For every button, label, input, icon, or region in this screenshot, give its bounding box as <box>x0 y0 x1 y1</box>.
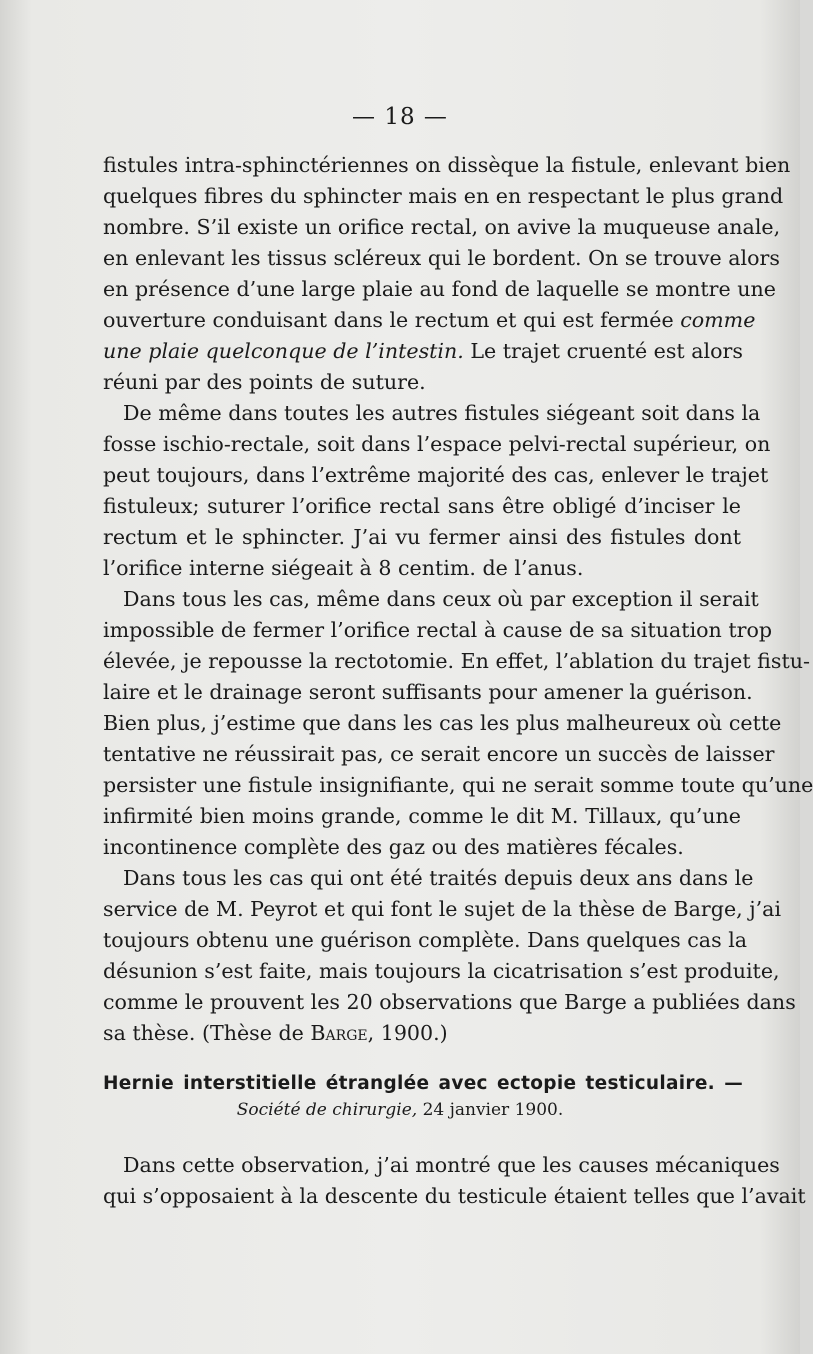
body-text-continued <box>103 1150 806 1212</box>
text-line <box>103 1018 741 1049</box>
text-run: ouverture conduisant dans le rectum et qui est fermée <box>103 308 674 332</box>
italic-text: une plaie quelconque de l’intestin. <box>103 339 464 363</box>
text-line: en présence d’une large plaie au fond de laquelle se montre une <box>103 277 776 301</box>
publication-date: 24 janvier 1900. <box>422 1100 564 1120</box>
text-line: infirmité bien moins grande, comme le dit M. Tillaux, qu’une <box>103 804 741 828</box>
text-line: l’orifice interne siégeait à 8 centim. de l’anus. <box>103 556 584 580</box>
text-run: sa thèse. (Thèse de <box>103 1021 304 1045</box>
text-line: quelques fibres du sphincter mais en en respectant le plus grand <box>103 184 784 208</box>
text-line: rectum et le sphincter. J’ai vu fermer ainsi des fistules dont <box>103 525 741 549</box>
section-heading: Hernie interstitielle étranglée avec ectopie testiculaire. — <box>103 1073 743 1094</box>
text-line: nombre. S’il existe un orifice rectal, on avive la muqueuse anale, <box>103 215 781 239</box>
text-line: Dans tous les cas, même dans ceux où par exception il serait <box>123 587 759 611</box>
text-line: Dans tous les cas qui ont été traités depuis deux ans dans le <box>123 866 754 890</box>
text-line: peut toujours, dans l’extrême majorité des cas, enlever le trajet <box>103 463 769 487</box>
author-name: Barge <box>310 1021 368 1045</box>
text-line: tentative ne réussirait pas, ce serait encore un succès de laisser <box>103 742 775 766</box>
text-line <box>103 336 741 367</box>
text-line: élevée, je repousse la rectotomie. En effet, l’ablation du trajet fistu- <box>103 649 810 673</box>
text-line: laire et le drainage seront suffisants pour amener la guérison. <box>103 680 753 704</box>
text-line: incontinence complète des gaz ou des matières fécales. <box>103 835 684 859</box>
text-line: qui s’opposaient à la descente du testicule étaient telles que l’avait <box>103 1184 806 1208</box>
text-line: Dans cette observation, j’ai montré que les causes mécaniques <box>123 1153 780 1177</box>
text-run: Le trajet cruenté est alors <box>470 339 743 363</box>
section-subheading <box>0 1097 800 1123</box>
text-line: toujours obtenu une guérison complète. Dans quelques cas la <box>103 928 748 952</box>
text-line: comme le prouvent les 20 observations que Barge a publiées dans <box>103 990 796 1014</box>
text-line: réuni par des points de suture. <box>103 370 426 394</box>
text-line: persister une fistule insignifiante, qui ne serait somme toute qu’une <box>103 773 813 797</box>
text-line <box>103 305 756 336</box>
text-line: désunion s’est faite, mais toujours la cicatrisation s’est produite, <box>103 959 780 983</box>
body-text <box>103 150 813 1049</box>
text-line: en enlevant les tissus scléreux qui le bordent. On se trouve alors <box>103 246 780 270</box>
text-line: fistules intra-sphinctériennes on dissèque la fistule, enlevant bien <box>103 153 791 177</box>
text-run: , 1900.) <box>367 1021 448 1045</box>
italic-text: comme <box>680 308 756 332</box>
text-line: De même dans toutes les autres fistules siégeant soit dans la <box>123 401 761 425</box>
text-line: Bien plus, j’estime que dans les cas les plus malheureux où cette <box>103 711 782 735</box>
text-line: impossible de fermer l’orifice rectal à cause de sa situation trop <box>103 618 773 642</box>
text-line: service de M. Peyrot et qui font le sujet de la thèse de Barge, j’ai <box>103 897 782 921</box>
text-line: fistuleux; suturer l’orifice rectal sans être obligé d’inciser le <box>103 494 741 518</box>
journal-name: Société de chirurgie, <box>236 1100 418 1120</box>
page-number: — 18 — <box>352 104 448 130</box>
text-line: fosse ischio-rectale, soit dans l’espace pelvi-rectal supérieur, on <box>103 432 771 456</box>
